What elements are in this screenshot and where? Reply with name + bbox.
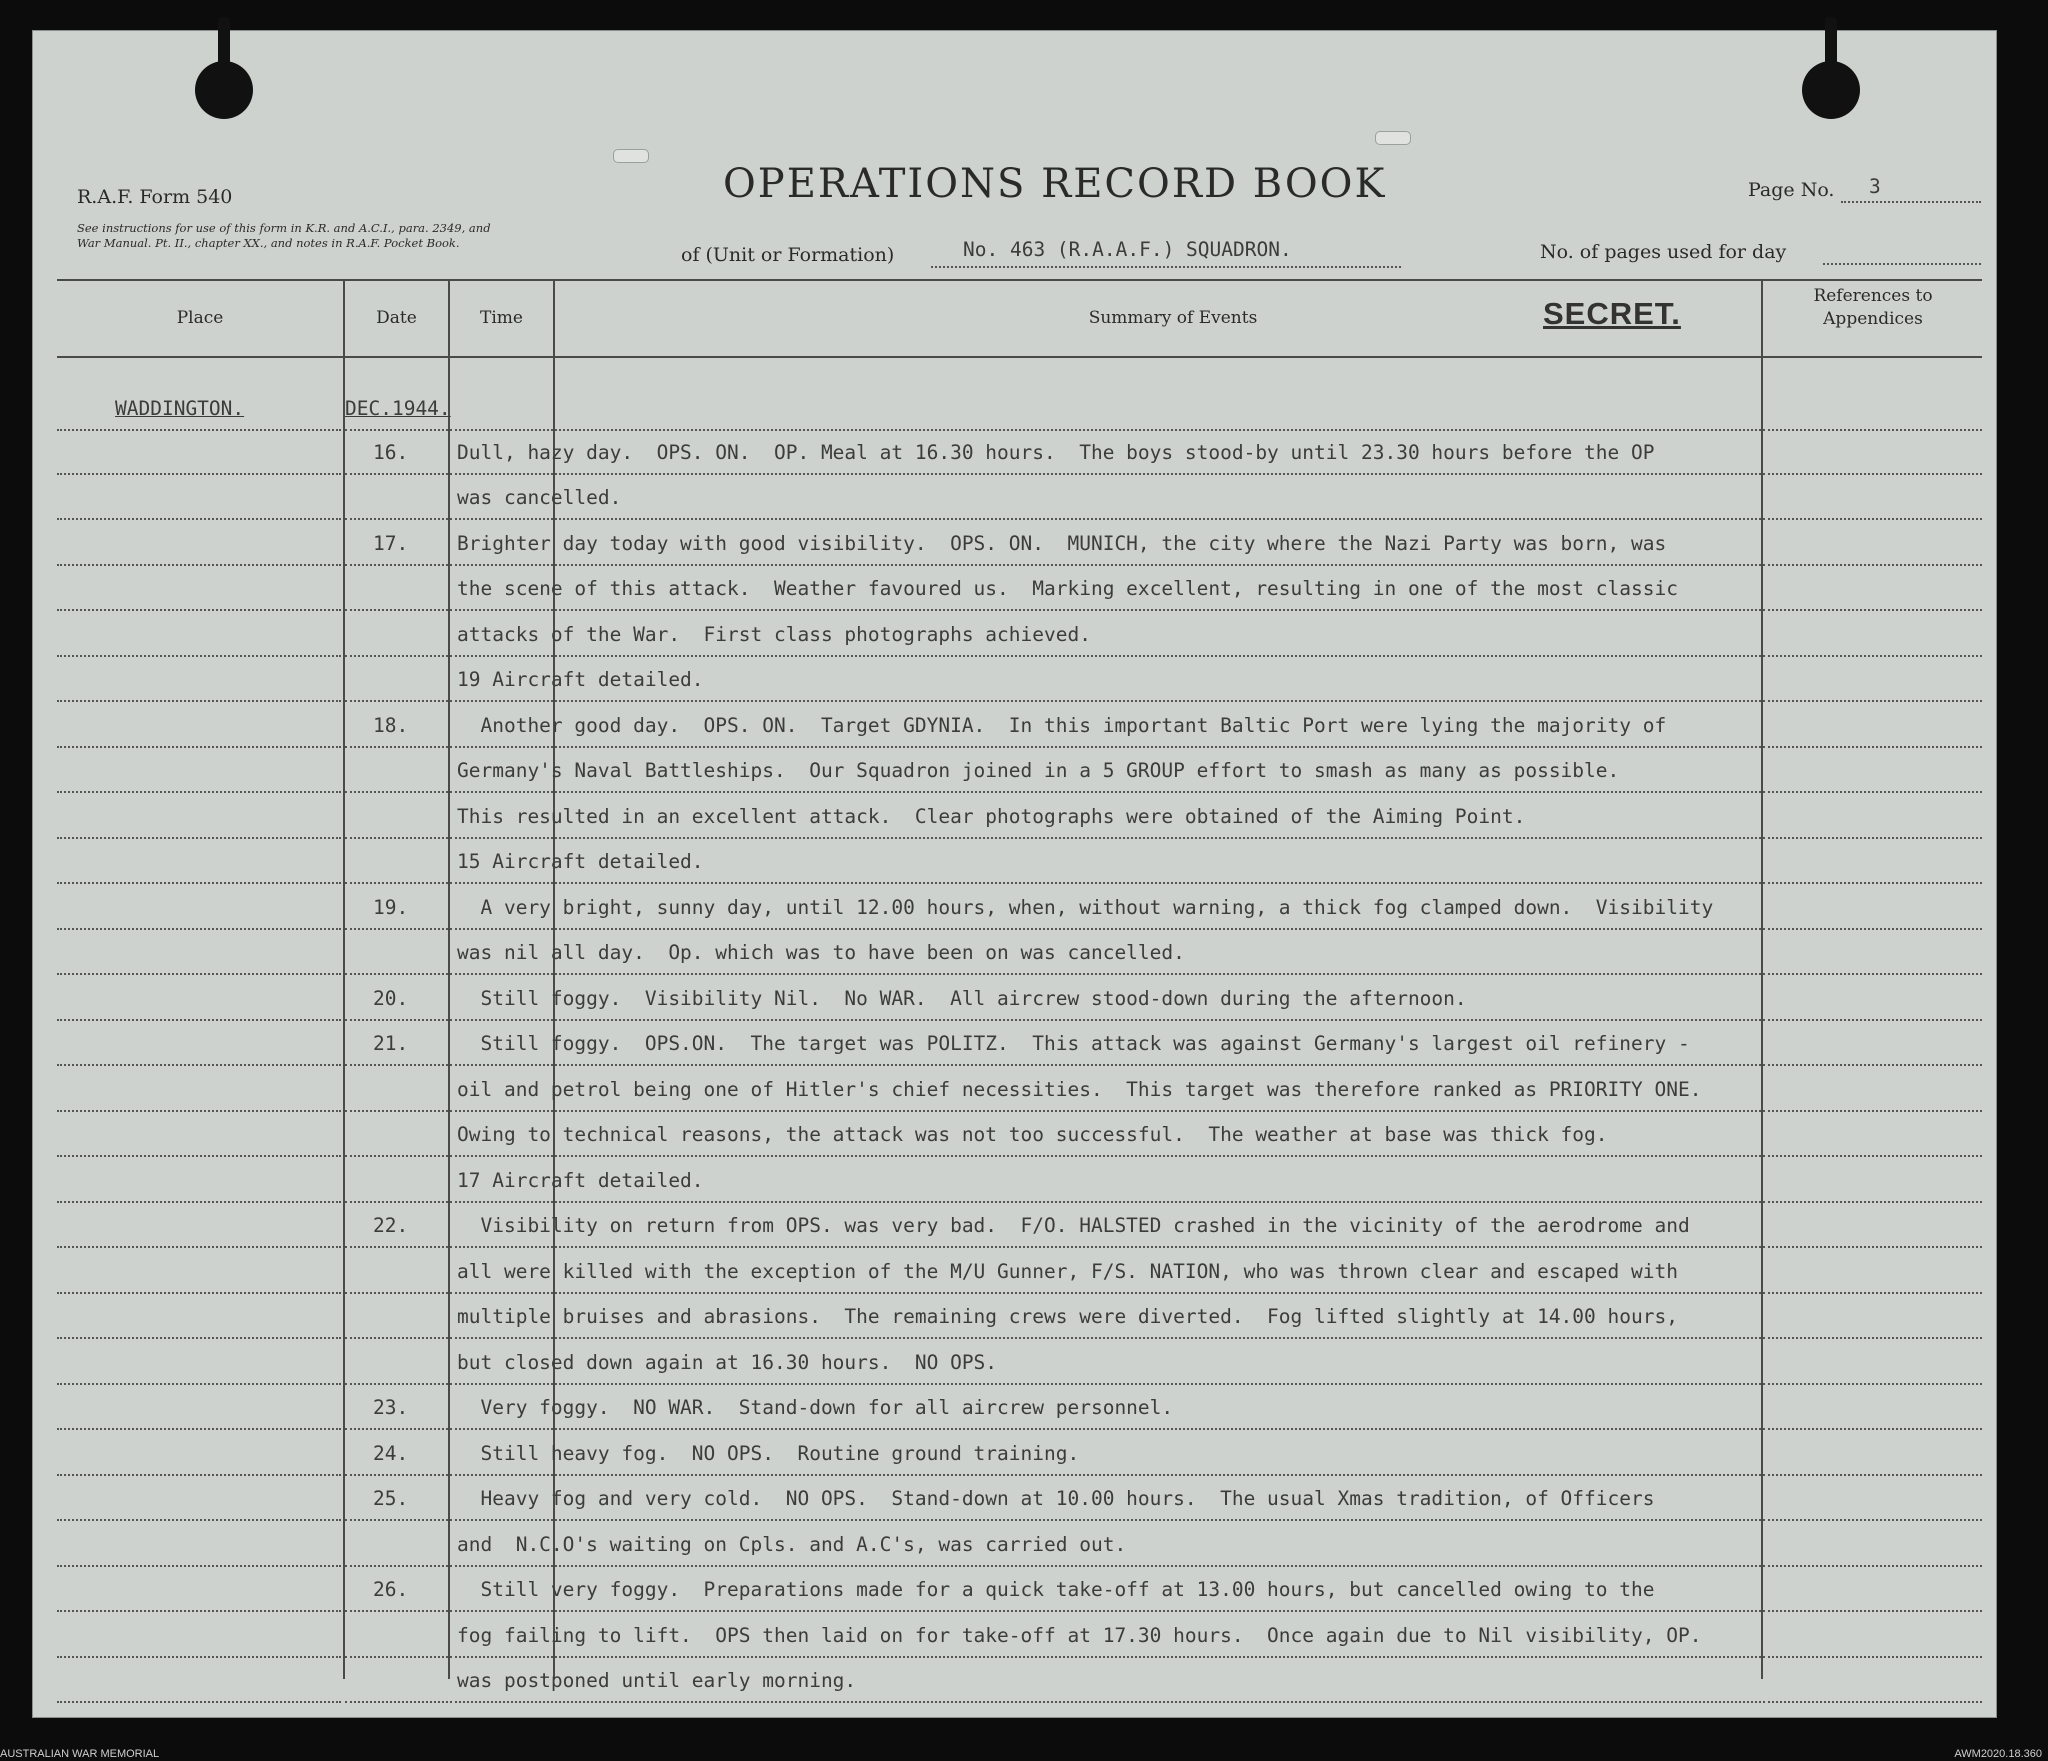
ruled-line [57, 746, 341, 748]
entry-line: was nil all day. Op. which was to have been on was cancelled. [457, 941, 1185, 964]
ruled-line [555, 429, 1761, 431]
ruled-line [1763, 1383, 1982, 1385]
ruled-line [345, 1565, 448, 1567]
ruled-line [1763, 564, 1982, 566]
entry-line: attacks of the War. First class photographs achieved. [457, 622, 1091, 646]
record-sheet [32, 30, 1997, 1718]
entry-line: A very bright, sunny day, until 12.00 hours, when, without warning, a thick fog clamped down. Visibility [457, 895, 1714, 919]
ruled-line [555, 1292, 1761, 1294]
entry-line: all were killed with the exception of the M/U Gunner, F/S. NATION, who was thrown clear and escaped with [457, 1259, 1678, 1283]
ruled-line [1763, 1246, 1982, 1248]
entry-line: Still very foggy. Preparations made for a quick take-off at 13.00 hours, but cancelled owing to the [457, 1578, 1655, 1601]
ruled-line [345, 1110, 448, 1112]
entry-line: Heavy fog and very cold. NO OPS. Stand-down at 10.00 hours. The usual Xmas tradition, of Officers [457, 1487, 1655, 1510]
ruled-line [57, 1428, 341, 1430]
entry-line: Very foggy. NO WAR. Stand-down for all aircrew personnel. [457, 1396, 1174, 1419]
entry-line: was postponed until early morning. [457, 1669, 857, 1692]
ruled-line [555, 700, 1761, 702]
ruled-line [345, 882, 448, 884]
ruled-line [555, 655, 1761, 657]
ruled-line [345, 1656, 448, 1658]
ruled-line [450, 1565, 553, 1567]
ruled-line [345, 564, 448, 566]
page-number-value: 3 [1869, 175, 1881, 198]
month-entry: DEC.1944. [345, 397, 451, 420]
ruled-line [345, 518, 448, 520]
entry-date: 19. [373, 895, 409, 919]
ruled-line [1763, 1155, 1982, 1157]
entry-line: This resulted in an excellent attack. Clear photographs were obtained of the Aiming Point. [457, 804, 1526, 828]
ruled-line [57, 1610, 341, 1612]
entry-line: and N.C.O's waiting on Cpls. and A.C's, was carried out. [457, 1532, 1127, 1556]
ruled-line [1763, 837, 1982, 839]
header-rule-top [57, 279, 1982, 281]
form-number: R.A.F. Form 540 [77, 186, 233, 208]
ruled-line [345, 1701, 448, 1703]
ruled-line [57, 837, 341, 839]
ruled-line [555, 1110, 1761, 1112]
col-divider-summary-refs [1761, 279, 1763, 1679]
col-header-summary: Summary of Events [1088, 308, 1258, 328]
ruled-line [1763, 1701, 1982, 1703]
pages-used-line [1823, 263, 1981, 265]
ruled-line [450, 1610, 553, 1612]
entry-date: 20. [373, 986, 409, 1010]
ruled-line [1763, 746, 1982, 748]
unit-label: of (Unit or Formation) [681, 244, 895, 266]
ruled-line [1763, 429, 1982, 431]
ruled-line [345, 655, 448, 657]
entry-line: Still heavy fog. NO OPS. Routine ground training. [457, 1441, 1080, 1465]
ruled-line [555, 564, 1761, 566]
ruled-line [555, 791, 1761, 793]
ruled-line [1763, 518, 1982, 520]
ruled-line [57, 655, 341, 657]
staple-mark-right [1375, 131, 1411, 145]
ruled-line [450, 1155, 553, 1157]
ruled-line [450, 1246, 553, 1248]
ruled-line [345, 1428, 448, 1430]
binder-hole-right [1802, 61, 1860, 119]
entry-line: the scene of this attack. Weather favoured us. Marking excellent, resulting in one of the most classic [457, 577, 1678, 600]
entry-date: 25. [373, 1487, 409, 1510]
entry-line: was cancelled. [457, 486, 622, 509]
ruled-line [57, 791, 341, 793]
ruled-line [345, 609, 448, 611]
ruled-line [57, 882, 341, 884]
classification-stamp: SECRET. [1543, 296, 1681, 331]
ruled-line [57, 1565, 341, 1567]
ruled-line [450, 1019, 553, 1021]
ruled-line [57, 429, 341, 431]
ruled-line [555, 882, 1761, 884]
ruled-line [345, 1064, 448, 1066]
entry-line: Still foggy. OPS.ON. The target was POLITZ. This attack was against Germany's largest oil refinery - [457, 1032, 1690, 1055]
entry-date: 23. [373, 1396, 409, 1419]
ruled-line [555, 609, 1761, 611]
pages-used-label: No. of pages used for day [1540, 241, 1787, 263]
page-title: OPERATIONS RECORD BOOK [723, 161, 1387, 207]
entry-line: Germany's Naval Battleships. Our Squadron joined in a 5 GROUP effort to smash as many as possible. [457, 759, 1620, 782]
ruled-line [1763, 609, 1982, 611]
ruled-line [1763, 473, 1982, 475]
ruled-line [57, 609, 341, 611]
ruled-line [345, 473, 448, 475]
ruled-line [450, 518, 553, 520]
ruled-line [345, 700, 448, 702]
ruled-line [450, 473, 553, 475]
ruled-line [450, 791, 553, 793]
ruled-line [345, 791, 448, 793]
entry-line: multiple bruises and abrasions. The remaining crews were diverted. Fog lifted slightly at 14.00 hours, [457, 1305, 1678, 1328]
entry-line: but closed down again at 16.30 hours. NO OPS. [457, 1350, 998, 1374]
ruled-line [450, 1110, 553, 1112]
ruled-line [1763, 1110, 1982, 1112]
ruled-line [555, 518, 1761, 520]
entry-line: 19 Aircraft detailed. [457, 668, 704, 691]
ruled-line [57, 700, 341, 702]
ruled-line [1763, 655, 1982, 657]
ruled-line [450, 973, 553, 975]
ruled-line [450, 1201, 553, 1203]
ruled-line [345, 746, 448, 748]
ruled-line [450, 1428, 553, 1430]
ruled-line [57, 1201, 341, 1203]
ruled-line [450, 700, 553, 702]
ruled-line [555, 837, 1761, 839]
ruled-line [57, 518, 341, 520]
place-entry: WADDINGTON. [115, 397, 245, 420]
ruled-line [555, 1019, 1761, 1021]
entry-date: 24. [373, 1441, 409, 1465]
entry-line: Still foggy. Visibility Nil. No WAR. All aircrew stood-down during the afternoon. [457, 986, 1467, 1010]
ruled-line [345, 1610, 448, 1612]
ruled-line [345, 837, 448, 839]
ruled-line [345, 1155, 448, 1157]
entry-line: fog failing to lift. OPS then laid on for take-off at 17.30 hours. Once again due to Nil visibility, OP. [457, 1623, 1702, 1647]
entry-line: 15 Aircraft detailed. [457, 850, 704, 873]
entry-date: 18. [373, 713, 409, 737]
ruled-line [1763, 973, 1982, 975]
ruled-line [345, 1519, 448, 1521]
ruled-line [345, 1292, 448, 1294]
entry-line: Brighter day today with good visibility. OPS. ON. MUNICH, the city where the Nazi Party was born, was [457, 531, 1667, 555]
ruled-line [57, 1064, 341, 1066]
entry-date: 22. [373, 1214, 409, 1237]
ruled-line [450, 746, 553, 748]
ruled-line [1763, 1201, 1982, 1203]
unit-line [931, 266, 1401, 268]
ruled-line [450, 1656, 553, 1658]
ruled-line [555, 1383, 1761, 1385]
ruled-line [450, 1474, 553, 1476]
ruled-line [345, 1246, 448, 1248]
entry-line: Visibility on return from OPS. was very bad. F/O. HALSTED crashed in the vicinity of the aerodrome and [457, 1214, 1690, 1237]
ruled-line [57, 1701, 341, 1703]
ruled-line [57, 973, 341, 975]
page-number-line [1841, 201, 1981, 203]
ruled-line [555, 1155, 1761, 1157]
ruled-line [450, 1337, 553, 1339]
ruled-line [450, 1064, 553, 1066]
ruled-line [450, 564, 553, 566]
footer-right: AWM2020.18.360 [1954, 1748, 2042, 1760]
ruled-line [57, 1656, 341, 1658]
ruled-line [555, 473, 1761, 475]
ruled-line [57, 564, 341, 566]
ruled-line [1763, 928, 1982, 930]
ruled-line [450, 655, 553, 657]
ruled-line [1763, 791, 1982, 793]
col-divider-place-date [343, 279, 345, 1679]
col-header-time: Time [480, 308, 523, 328]
ruled-line [450, 837, 553, 839]
ruled-line [450, 1519, 553, 1521]
header-rule-bottom [57, 356, 1982, 358]
ruled-line [555, 1474, 1761, 1476]
ruled-line [555, 1610, 1761, 1612]
ruled-line [555, 1064, 1761, 1066]
ruled-line [555, 1428, 1761, 1430]
ruled-line [1763, 1519, 1982, 1521]
ruled-line [57, 1519, 341, 1521]
ruled-line [57, 1383, 341, 1385]
ruled-line [450, 609, 553, 611]
ruled-line [345, 1201, 448, 1203]
entry-line: Owing to technical reasons, the attack was not too successful. The weather at base was thick fog. [457, 1123, 1608, 1146]
ruled-line [345, 1019, 448, 1021]
ruled-line [57, 928, 341, 930]
ruled-line [555, 1565, 1761, 1567]
ruled-line [1763, 1292, 1982, 1294]
entry-date: 16. [373, 440, 409, 464]
col-header-references: References to Appendices [1813, 286, 1933, 329]
ruled-line [555, 1656, 1761, 1658]
ruled-line [345, 1474, 448, 1476]
ruled-line [555, 1337, 1761, 1339]
ruled-line [345, 1383, 448, 1385]
ruled-line [555, 1701, 1761, 1703]
ruled-line [450, 1701, 553, 1703]
binder-hole-left [195, 61, 253, 119]
col-header-place: Place [176, 308, 224, 328]
ruled-line [57, 1337, 341, 1339]
entry-date: 21. [373, 1032, 409, 1055]
ruled-line [1763, 1064, 1982, 1066]
ruled-line [345, 1337, 448, 1339]
ruled-line [57, 1155, 341, 1157]
ruled-line [1763, 1565, 1982, 1567]
ruled-line [345, 928, 448, 930]
ruled-line [1763, 1337, 1982, 1339]
ruled-line [450, 1383, 553, 1385]
entry-date: 26. [373, 1578, 409, 1601]
ruled-line [345, 973, 448, 975]
entry-line: 17 Aircraft detailed. [457, 1168, 704, 1192]
form-instructions: See instructions for use of this form in K.R. and A.C.I., para. 2349, and War Manual. Pt. II., chapter XX., and notes in R.A.F. Pocket Book. [77, 221, 491, 250]
entry-line: Dull, hazy day. OPS. ON. OP. Meal at 16.30 hours. The boys stood-by until 23.30 hours before the OP [457, 440, 1655, 464]
ruled-line [555, 1201, 1761, 1203]
entry-line: oil and petrol being one of Hitler's chief necessities. This target was therefore ranked as PRIORITY ONE. [457, 1077, 1702, 1101]
col-header-date: Date [376, 308, 417, 328]
ruled-line [57, 1110, 341, 1112]
ruled-line [555, 1246, 1761, 1248]
unit-value: No. 463 (R.A.A.F.) SQUADRON. [963, 238, 1292, 261]
ruled-line [1763, 700, 1982, 702]
ruled-line [1763, 1656, 1982, 1658]
ruled-line [555, 1519, 1761, 1521]
ruled-line [555, 973, 1761, 975]
ruled-line [1763, 1019, 1982, 1021]
ruled-line [555, 928, 1761, 930]
footer-left: AUSTRALIAN WAR MEMORIAL [0, 1748, 160, 1760]
ruled-line [1763, 1474, 1982, 1476]
ruled-line [450, 928, 553, 930]
ruled-line [450, 882, 553, 884]
entry-line: Another good day. OPS. ON. Target GDYNIA. In this important Baltic Port were lying the majority of [457, 713, 1667, 737]
ruled-line [57, 473, 341, 475]
ruled-line [555, 746, 1761, 748]
ruled-line [450, 1292, 553, 1294]
ruled-line [57, 1292, 341, 1294]
ruled-line [345, 429, 448, 431]
entry-date: 17. [373, 531, 409, 555]
ruled-line [1763, 1428, 1982, 1430]
ruled-line [57, 1019, 341, 1021]
ruled-line [450, 429, 553, 431]
ruled-line [57, 1246, 341, 1248]
ruled-line [57, 1474, 341, 1476]
ruled-line [1763, 882, 1982, 884]
ruled-line [1763, 1610, 1982, 1612]
col-divider-date-time [448, 279, 450, 1679]
staple-mark-left [613, 149, 649, 163]
page-number-label: Page No. [1748, 179, 1835, 201]
